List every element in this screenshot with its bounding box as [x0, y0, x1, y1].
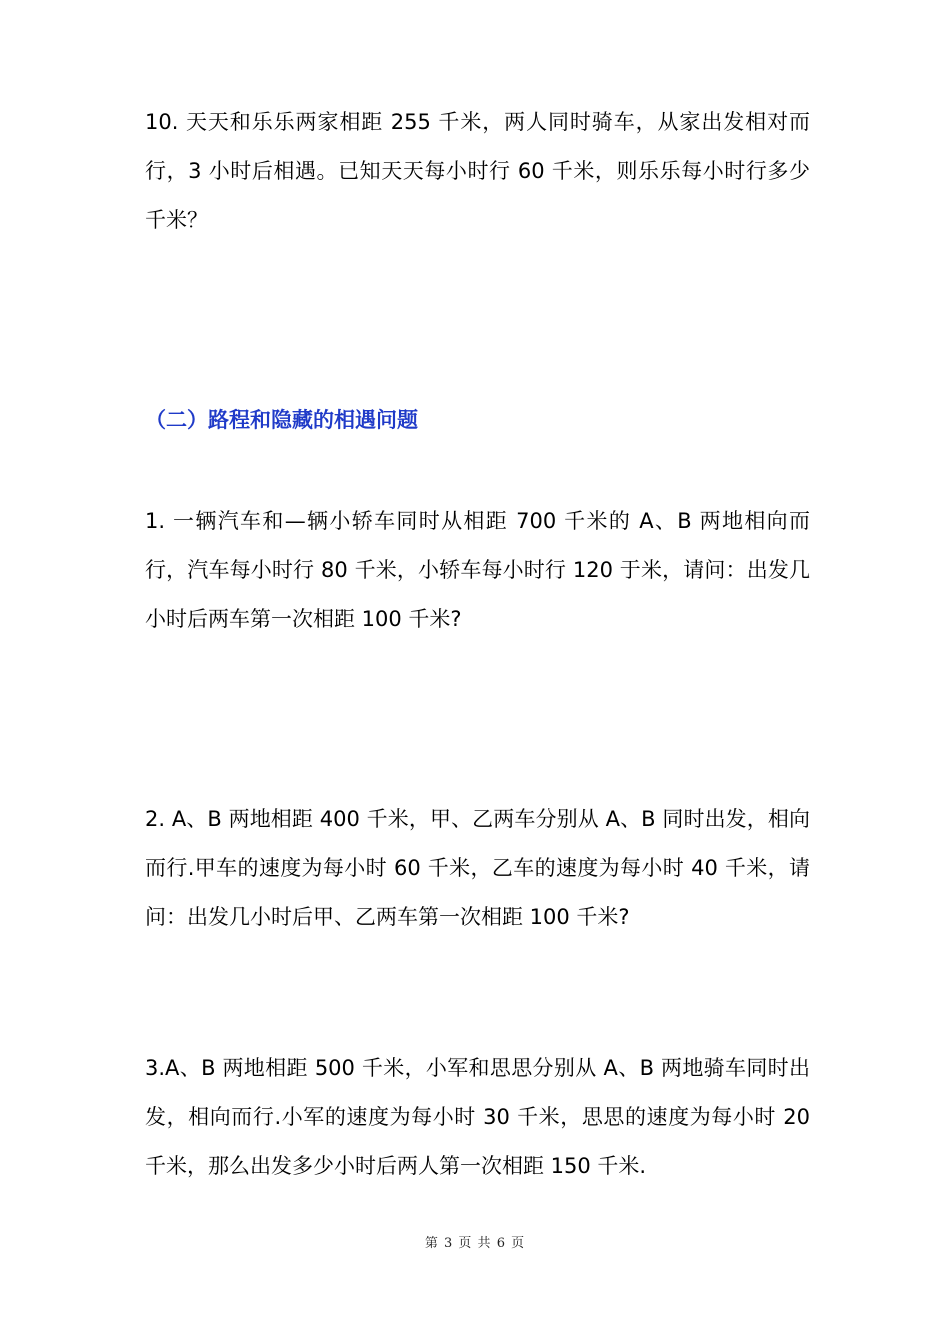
- section-heading: （二）路程和隐藏的相遇问题: [145, 408, 418, 432]
- problem-2-text: 2. A、B 两地相距 400 千米，甲、乙两车分别从 A、B 同时出发，相向而行.甲车的速度为每小时 60 千米，乙车的速度为每小时 40 千米，请问：出发几小时后甲、乙两车第一次相距 100 千米?: [145, 807, 810, 929]
- page-footer: 第 3 页 共 6 页: [424, 1236, 526, 1251]
- problem-3-text: 3.A、B 两地相距 500 千米，小军和思思分别从 A、B 两地骑车同时出发，相向而行.小军的速度为每小时 30 千米，思思的速度为每小时 20 千米，那么出发多少小时后两人第一次相距 150 千米.: [145, 1056, 810, 1178]
- problem-1-text: 1. 一辆汽车和—辆小轿车同时从相距 700 千米的 A、B 两地相向而行，汽车每小时行 80 千米，小轿车每小时行 120 于米，请问：出发几小时后两车第一次相距 100 千米?: [145, 509, 810, 631]
- problem-10-text: 10. 天天和乐乐两家相距 255 千米，两人同时骑车，从家出发相对而行，3 小时后相遇。已知天天每小时行 60 千米，则乐乐每小时行多少千米？: [145, 110, 810, 232]
